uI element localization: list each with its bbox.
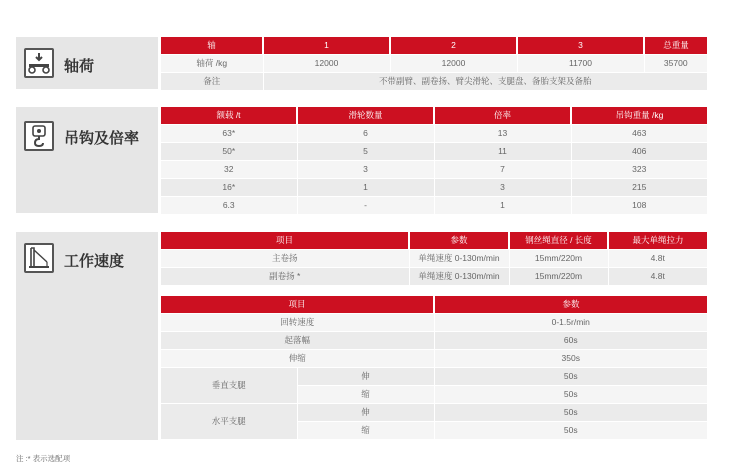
axle-load-1: 12000 xyxy=(263,54,390,72)
header-hook-weight: 吊钩重量 /kg xyxy=(571,107,707,124)
hook-cell: - xyxy=(297,196,434,214)
winch-cell: 单绳速度 0-130m/min xyxy=(409,249,509,267)
op-item: 回转速度 xyxy=(161,313,434,331)
horizontal-outrigger-label: 水平支腿 xyxy=(161,403,297,439)
table-header-row xyxy=(161,232,707,249)
vertical-retract-value: 50s xyxy=(434,385,707,403)
winch-cell: 主卷扬 xyxy=(161,249,409,267)
vertical-outrigger-label: 垂直支腿 xyxy=(161,367,297,403)
header-reeving: 倍率 xyxy=(434,107,571,124)
axle-load-3: 11700 xyxy=(517,54,644,72)
crane-icon xyxy=(24,243,54,273)
remark-label: 备注 xyxy=(161,72,263,90)
retract-label: 缩 xyxy=(297,385,434,403)
hook-cell: 3 xyxy=(434,178,571,196)
header-parameter: 参数 xyxy=(409,232,509,249)
hook-cell: 13 xyxy=(434,124,571,142)
table-row xyxy=(161,160,707,178)
winch-table xyxy=(161,232,707,285)
table-header-row xyxy=(161,107,707,124)
hook-cell: 6 xyxy=(297,124,434,142)
hook-icon xyxy=(24,121,54,151)
table-row xyxy=(161,349,707,367)
table-row xyxy=(161,178,707,196)
winch-cell: 单绳速度 0-130m/min xyxy=(409,267,509,285)
table-row xyxy=(161,403,707,421)
hook-cell: 32 xyxy=(161,160,297,178)
operation-speed-table xyxy=(161,296,707,439)
header-max-single-rope-pull: 最大单绳拉力 xyxy=(608,232,707,249)
hook-cell: 7 xyxy=(434,160,571,178)
header-parameter: 参数 xyxy=(434,296,707,313)
table-row xyxy=(161,72,707,90)
hook-cell: 463 xyxy=(571,124,707,142)
op-item: 伸缩 xyxy=(161,349,434,367)
header-axle: 轴 xyxy=(161,37,263,54)
winch-cell: 15mm/220m xyxy=(509,267,608,285)
table-row xyxy=(161,249,707,267)
axle-section-label xyxy=(16,37,158,89)
speed-section-title: 工作速度 xyxy=(64,253,125,270)
op-value: 0-1.5r/min xyxy=(434,313,707,331)
hook-section-label xyxy=(16,107,158,213)
axle-load-table xyxy=(161,37,707,90)
hook-cell: 215 xyxy=(571,178,707,196)
axle-load-label: 轴荷 /kg xyxy=(161,54,263,72)
axle-load-2: 12000 xyxy=(390,54,517,72)
header-rope-diameter-length: 钢丝绳直径 / 长度 xyxy=(509,232,608,249)
hook-cell: 6.3 xyxy=(161,196,297,214)
op-item: 起落幅 xyxy=(161,331,434,349)
header-axle-3: 3 xyxy=(517,37,644,54)
horizontal-extend-value: 50s xyxy=(434,403,707,421)
op-value: 60s xyxy=(434,331,707,349)
table-row xyxy=(161,196,707,214)
op-value: 350s xyxy=(434,349,707,367)
speed-section-label xyxy=(16,232,158,440)
extend-label: 伸 xyxy=(297,403,434,421)
hook-cell: 11 xyxy=(434,142,571,160)
remark-text: 不带副臂、副卷扬、臂尖滑轮、支腿盘、备胎支架及备胎 xyxy=(263,72,707,90)
hook-section-title: 吊钩及倍率 xyxy=(64,130,140,147)
table-row xyxy=(161,142,707,160)
hook-cell: 108 xyxy=(571,196,707,214)
winch-cell: 15mm/220m xyxy=(509,249,608,267)
hook-cell: 16* xyxy=(161,178,297,196)
footnote: 注 :* 表示选配项 xyxy=(16,454,71,463)
table-header-row xyxy=(161,37,707,54)
vertical-extend-value: 50s xyxy=(434,367,707,385)
hook-cell: 1 xyxy=(434,196,571,214)
header-item: 项目 xyxy=(161,296,434,313)
header-axle-1: 1 xyxy=(263,37,390,54)
table-row xyxy=(161,331,707,349)
table-header-row xyxy=(161,296,707,313)
hook-cell: 5 xyxy=(297,142,434,160)
extend-label: 伸 xyxy=(297,367,434,385)
header-total-weight: 总重量 xyxy=(644,37,707,54)
header-item: 项目 xyxy=(161,232,409,249)
axle-load-total: 35700 xyxy=(644,54,707,72)
hook-cell: 50* xyxy=(161,142,297,160)
horizontal-retract-value: 50s xyxy=(434,421,707,439)
hook-cell: 1 xyxy=(297,178,434,196)
header-axle-2: 2 xyxy=(390,37,517,54)
winch-cell: 4.8t xyxy=(608,267,707,285)
table-row xyxy=(161,367,707,385)
winch-cell: 4.8t xyxy=(608,249,707,267)
header-rated-load: 额载 /t xyxy=(161,107,297,124)
hook-cell: 63* xyxy=(161,124,297,142)
header-sheave-count: 滑轮数量 xyxy=(297,107,434,124)
table-row xyxy=(161,54,707,72)
table-row xyxy=(161,313,707,331)
axle-section-title: 轴荷 xyxy=(64,58,95,75)
hook-table xyxy=(161,107,707,214)
retract-label: 缩 xyxy=(297,421,434,439)
hook-cell: 323 xyxy=(571,160,707,178)
table-row xyxy=(161,267,707,285)
axle-icon xyxy=(24,48,54,78)
hook-cell: 3 xyxy=(297,160,434,178)
winch-cell: 副卷扬 * xyxy=(161,267,409,285)
hook-cell: 406 xyxy=(571,142,707,160)
table-row xyxy=(161,124,707,142)
